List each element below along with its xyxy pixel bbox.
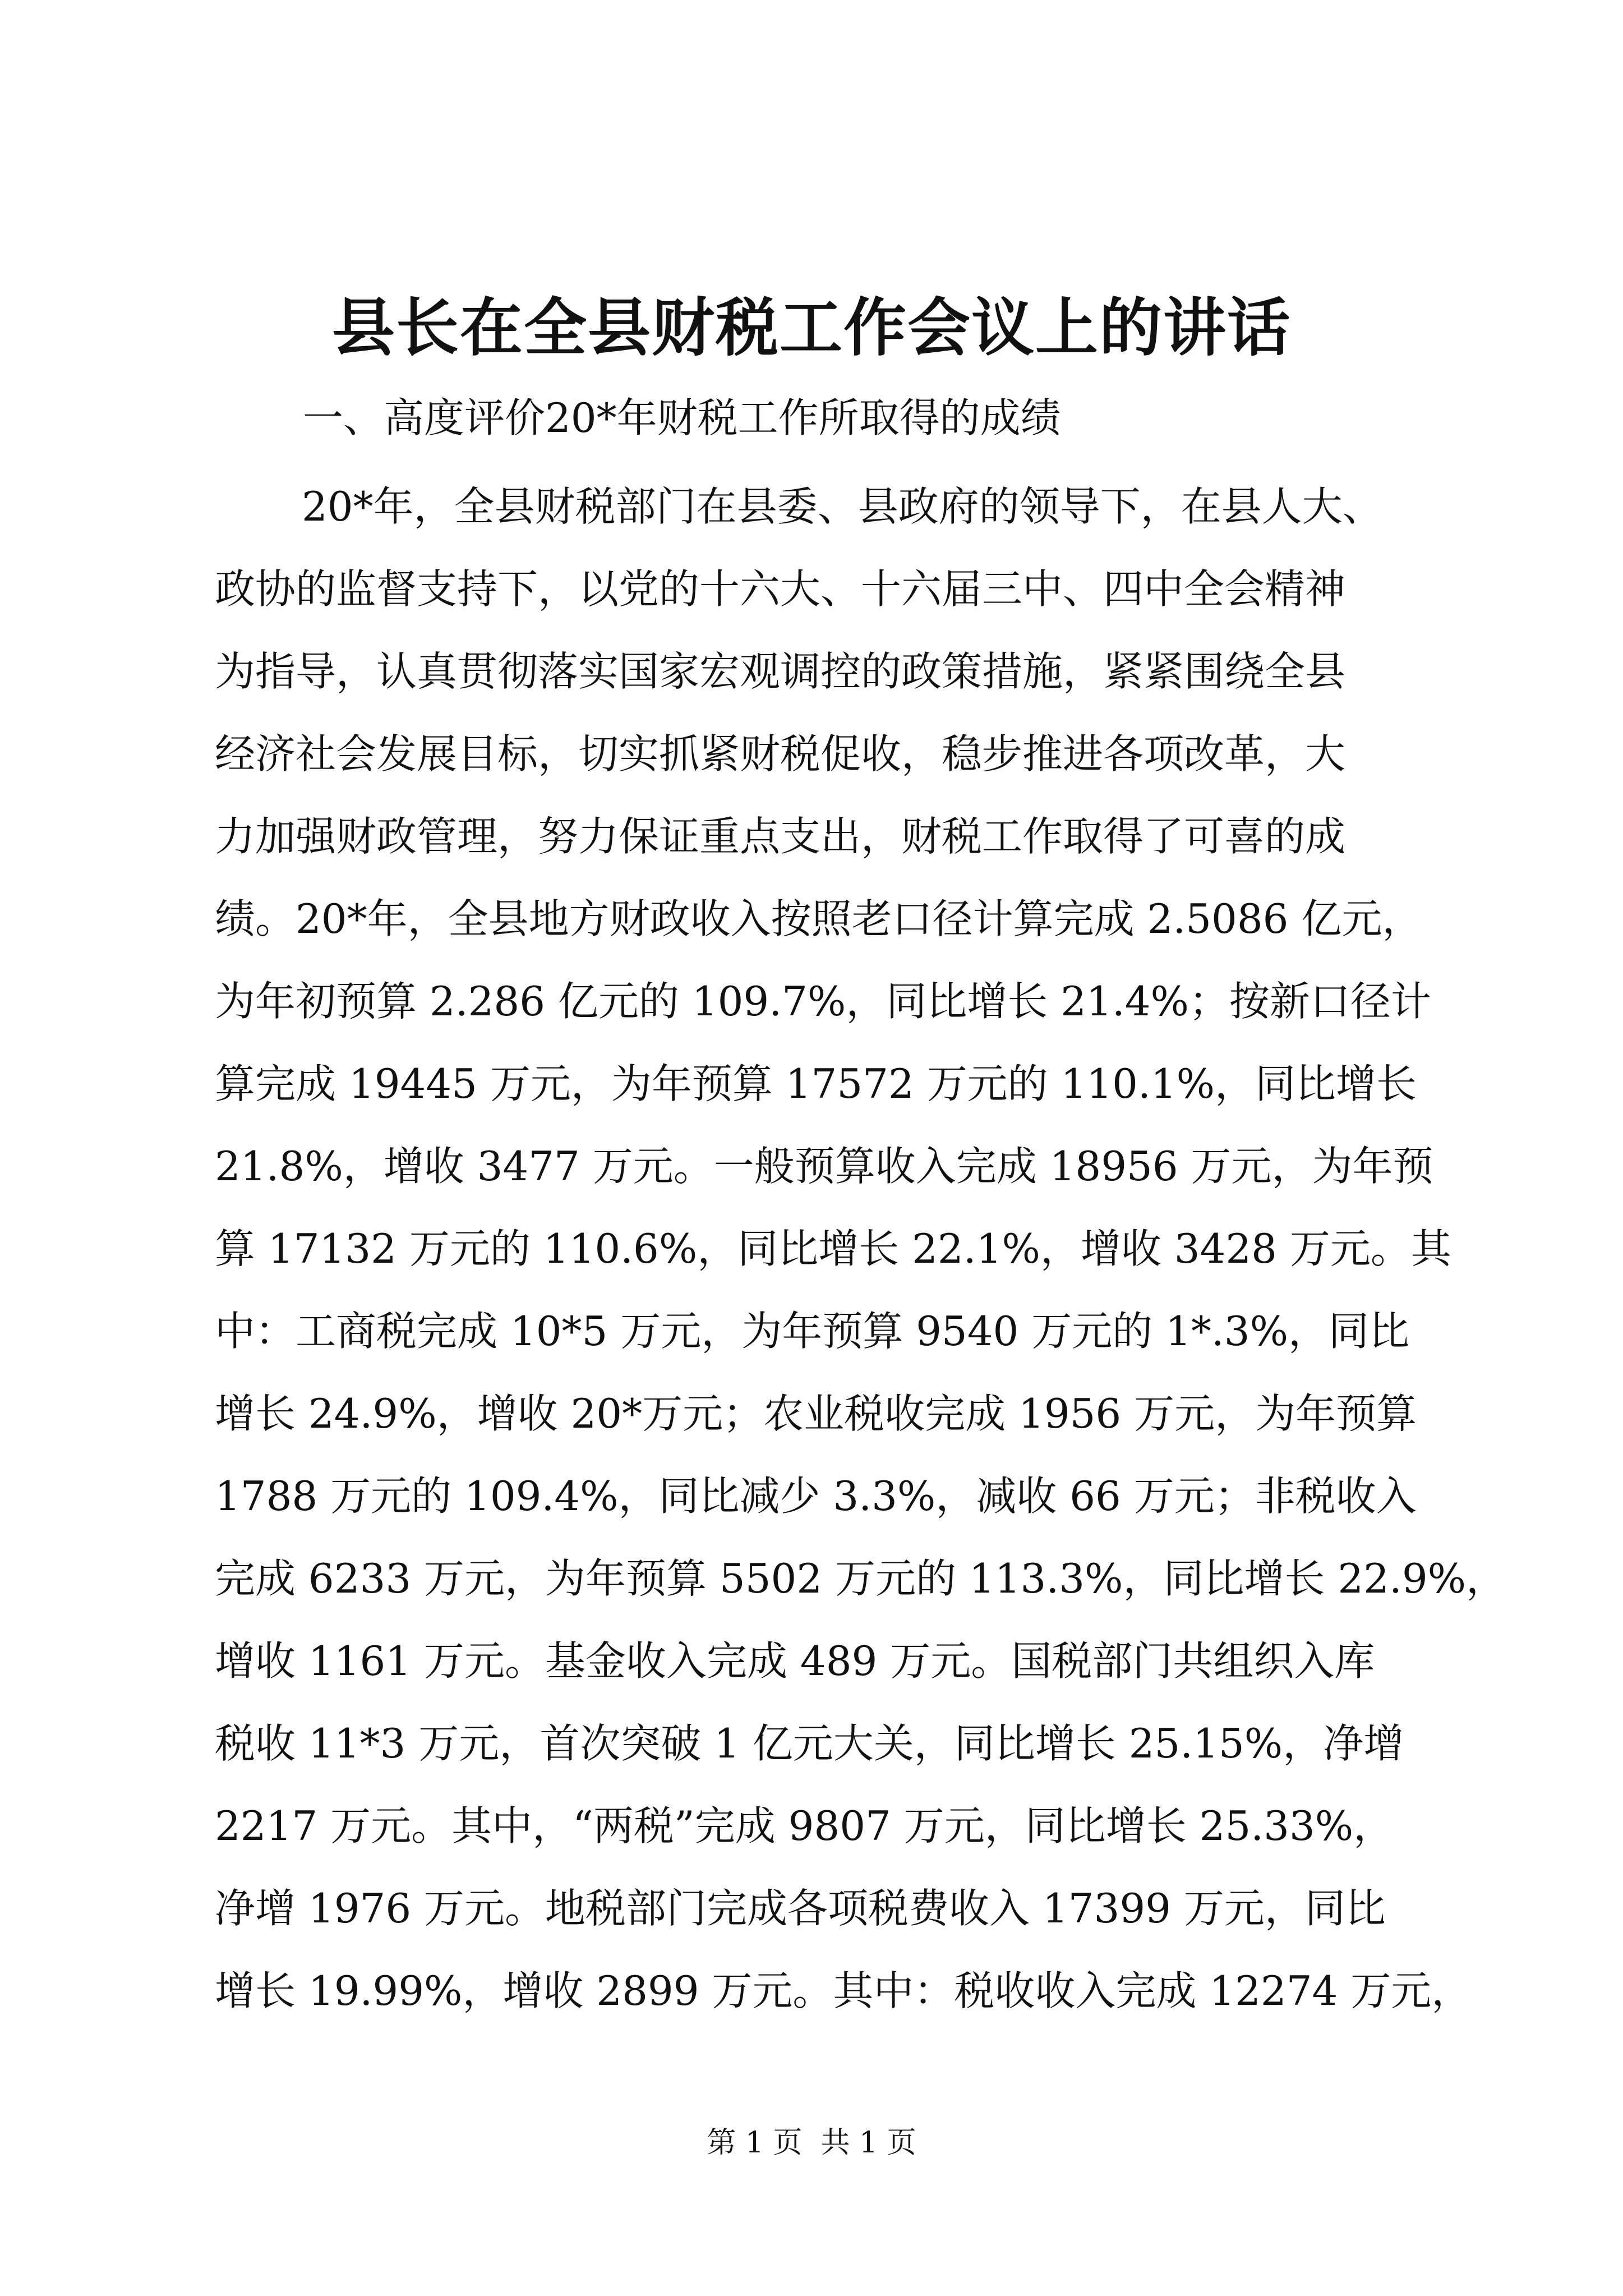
body-line: 完成 6233 万元，为年预算 5502 万元的 113.3%，同比增长 22.9%， xyxy=(215,1555,1507,1602)
body-line: 算完成 19445 万元，为年预算 17572 万元的 110.1%，同比增长 xyxy=(215,1060,1417,1107)
body-line: 经济社会发展目标，切实抓紧财税促收，稳步推进各项改革，大 xyxy=(215,730,1346,777)
body-line: 算 17132 万元的 110.6%，同比增长 22.1%，增收 3428 万元。其 xyxy=(215,1225,1451,1272)
body-line: 力加强财政管理，努力保证重点支出，财税工作取得了可喜的成 xyxy=(215,813,1346,860)
body-line: 2217 万元。其中，“两税”完成 9807 万元，同比增长 25.33%， xyxy=(215,1802,1394,1849)
body-line: 20*年，全县财税部门在县委、县政府的领导下，在县人大、 xyxy=(302,483,1383,530)
body-line: 增长 24.9%，增收 20*万元；农业税收完成 1956 万元，为年预算 xyxy=(215,1390,1417,1437)
page-footer: 第 1 页 共 1 页 xyxy=(707,2126,916,2160)
body-line: 1788 万元的 109.4%，同比减少 3.3%，减收 66 万元；非税收入 xyxy=(215,1473,1417,1520)
body-line: 绩。20*年，全县地方财政收入按照老口径计算完成 2.5086 亿元， xyxy=(215,895,1423,942)
body-line: 为年初预算 2.286 亿元的 109.7%，同比增长 21.4%；按新口径计 xyxy=(215,978,1431,1025)
body-line: 增收 1161 万元。基金收入完成 489 万元。国税部门共组织入库 xyxy=(215,1637,1375,1685)
body-line: 21.8%，增收 3477 万元。一般预算收入完成 18956 万元，为年预 xyxy=(215,1143,1433,1190)
section-heading: 一、高度评价20*年财税工作所取得的成绩 xyxy=(303,394,1061,441)
body-line: 中：工商税完成 10*5 万元，为年预算 9540 万元的 1*.3%，同比 xyxy=(215,1308,1410,1355)
body-line: 净增 1976 万元。地税部门完成各项税费收入 17399 万元，同比 xyxy=(215,1885,1386,1932)
body-line: 增长 19.99%，增收 2899 万元。其中：税收收入完成 12274 万元， xyxy=(215,1967,1472,2014)
body-text xyxy=(215,466,1507,2032)
body-line: 为指导，认真贯彻落实国家宏观调控的政策措施，紧紧围绕全县 xyxy=(215,648,1346,695)
body-line: 税收 11*3 万元，首次突破 1 亿元大关，同比增长 25.15%，净增 xyxy=(215,1720,1404,1767)
body-line: 政协的监督支持下，以党的十六大、十六届三中、四中全会精神 xyxy=(215,565,1346,613)
page-title: 县长在全县财税工作会议上的讲话 xyxy=(332,291,1291,365)
